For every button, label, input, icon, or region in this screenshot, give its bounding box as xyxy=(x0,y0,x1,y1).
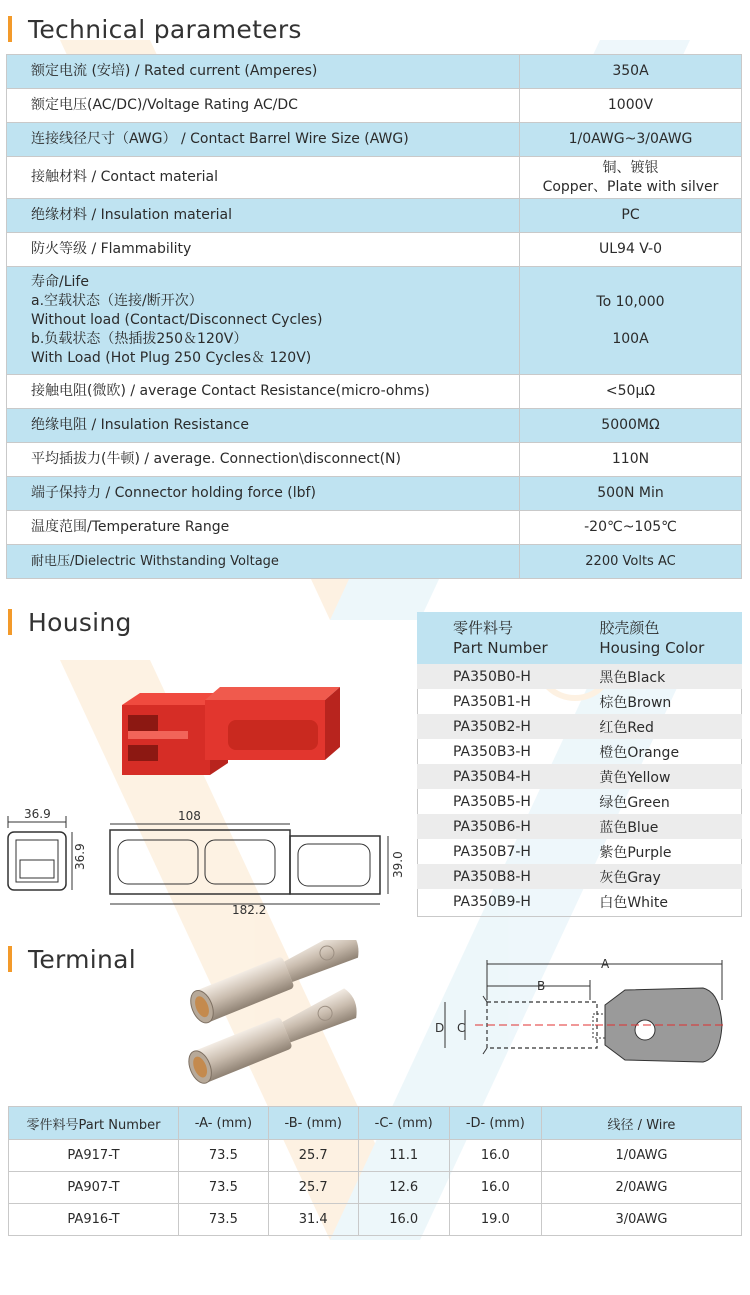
part-number: PA350B7-H xyxy=(453,843,531,860)
param-row xyxy=(7,123,742,157)
part-number-header xyxy=(417,612,591,664)
housing-color-header xyxy=(591,612,742,664)
param-value-line: 铜、镀银 xyxy=(602,159,659,176)
table-row xyxy=(9,1172,742,1204)
param-row xyxy=(7,55,742,89)
dim-front-height: 36.9 xyxy=(73,843,87,870)
dim-length: 108 xyxy=(178,809,201,823)
table-cell: 11.1 xyxy=(358,1140,449,1172)
dim-height: 39.0 xyxy=(391,851,405,878)
param-value xyxy=(520,157,742,199)
param-label: 绝缘材料 / Insulation material xyxy=(7,199,520,233)
housing-color: 白色White xyxy=(599,894,669,911)
dim-a-label: A xyxy=(601,957,610,971)
housing-color: 灰色Gray xyxy=(591,864,742,889)
dim-b-label: B xyxy=(537,979,546,993)
param-row xyxy=(7,409,742,443)
housing-row xyxy=(417,714,742,739)
param-label-line: With Load (Hot Plug 250 Cycles＆ 120V) xyxy=(31,350,312,366)
terminal-section-title: Terminal xyxy=(28,944,137,974)
terminal-product-image xyxy=(175,940,385,1085)
table-cell: 31.4 xyxy=(268,1204,358,1236)
table-cell: 73.5 xyxy=(179,1172,269,1204)
terminal-table-header xyxy=(9,1107,742,1140)
param-label: 绝缘电阻 / Insulation Resistance xyxy=(7,409,520,443)
param-row xyxy=(7,199,742,233)
param-value: 350A xyxy=(520,55,742,89)
param-label-line: Without load (Contact/Disconnect Cycles) xyxy=(31,312,323,328)
part-number: PA350B2-H xyxy=(417,714,591,739)
param-value-line: To 10,000 xyxy=(596,293,665,310)
table-cell: 25.7 xyxy=(268,1172,358,1204)
housing-color: 棕色Brown xyxy=(599,694,672,711)
param-label: 温度范围/Temperature Range xyxy=(7,511,520,545)
housing-product-image xyxy=(110,665,360,785)
param-value: 110N xyxy=(520,443,742,477)
part-number: PA350B8-H xyxy=(417,864,591,889)
param-value: 1000V xyxy=(520,89,742,123)
terminal-table xyxy=(8,1106,742,1236)
param-label: 连接线径尺寸（AWG） / Contact Barrel Wire Size (AWG) xyxy=(7,123,520,157)
param-row xyxy=(7,233,742,267)
part-number: PA350B4-H xyxy=(417,764,591,789)
housing-row xyxy=(417,789,742,814)
param-label-line: b.负载状态（热插拔250＆120V） xyxy=(31,331,248,347)
param-row xyxy=(7,511,742,545)
dim-total-length: 182.2 xyxy=(232,903,267,915)
housing-color-table xyxy=(417,612,742,914)
header-line: Housing Color xyxy=(599,639,705,657)
table-row xyxy=(9,1140,742,1172)
column-header: -D- (mm) xyxy=(449,1107,541,1140)
table-cell: PA916-T xyxy=(9,1204,179,1236)
housing-row xyxy=(417,864,742,889)
column-header: 线径 / Wire xyxy=(542,1107,742,1140)
param-value: -20℃~105℃ xyxy=(520,511,742,545)
param-value: 500N Min xyxy=(520,477,742,511)
param-value: <50μΩ xyxy=(520,375,742,409)
param-value: UL94 V-0 xyxy=(520,233,742,267)
column-header: 零件料号Part Number xyxy=(9,1107,179,1140)
param-value: 5000MΩ xyxy=(520,409,742,443)
table-cell: 16.0 xyxy=(449,1172,541,1204)
param-label-line: a.空载状态（连接/断开次） xyxy=(31,293,203,309)
param-row xyxy=(7,157,742,199)
accent-bar xyxy=(8,946,12,972)
table-cell: PA917-T xyxy=(9,1140,179,1172)
param-row xyxy=(7,545,742,579)
housing-color: 绿色Green xyxy=(599,794,670,811)
table-cell: 1/0AWG xyxy=(542,1140,742,1172)
param-label: 端子保持力 / Connector holding force (lbf) xyxy=(7,477,520,511)
housing-section-header xyxy=(8,605,132,639)
param-row xyxy=(7,89,742,123)
param-row xyxy=(7,443,742,477)
table-cell: 19.0 xyxy=(449,1204,541,1236)
technical-section-title: Technical parameters xyxy=(28,14,302,44)
accent-bar xyxy=(8,609,12,635)
housing-row xyxy=(417,689,742,714)
terminal-section-header xyxy=(8,942,136,976)
header-line: 胶壳颜色 xyxy=(599,619,660,637)
table-cell: PA907-T xyxy=(9,1172,179,1204)
dim-front-width: 36.9 xyxy=(24,807,51,821)
technical-parameters-table xyxy=(6,54,742,579)
housing-table-header xyxy=(417,612,742,664)
housing-section-title: Housing xyxy=(28,607,132,637)
param-label: 额定电流 (安培) / Rated current (Amperes) xyxy=(7,55,520,89)
housing-row xyxy=(417,839,742,864)
param-value xyxy=(520,267,742,375)
column-header: -A- (mm) xyxy=(179,1107,269,1140)
dim-d-label: D xyxy=(435,1021,445,1035)
housing-color: 紫色Purple xyxy=(599,844,672,861)
part-number: PA350B0-H xyxy=(417,664,591,689)
terminal-dimension-drawing xyxy=(425,950,735,1080)
param-label-line: 寿命/Life xyxy=(31,274,89,290)
param-value: 1/0AWG~3/0AWG xyxy=(520,123,742,157)
param-label: 平均插拔力(牛顿) / average. Connection\disconnect(N) xyxy=(7,443,520,477)
part-number: PA350B6-H xyxy=(417,814,591,839)
header-line: 零件料号 xyxy=(453,619,514,637)
housing-color: 黄色Yellow xyxy=(591,764,742,789)
param-value: 2200 Volts AC xyxy=(520,545,742,579)
param-label: 接触电阻(微欧) / average Contact Resistance(micro-ohms) xyxy=(7,375,520,409)
table-cell: 16.0 xyxy=(358,1204,449,1236)
param-value: PC xyxy=(520,199,742,233)
technical-section-header xyxy=(8,12,302,46)
param-label xyxy=(7,267,520,375)
column-header: -C- (mm) xyxy=(358,1107,449,1140)
param-label: 额定电压(AC/DC)/Voltage Rating AC/DC xyxy=(7,89,520,123)
param-value-line: Copper、Plate with silver xyxy=(542,178,719,195)
housing-dimension-drawing xyxy=(0,800,415,915)
housing-color: 蓝色Blue xyxy=(591,814,742,839)
housing-row xyxy=(417,664,742,689)
housing-row xyxy=(417,889,742,914)
housing-color: 黑色Black xyxy=(591,664,742,689)
header-line: Part Number xyxy=(453,639,548,657)
housing-row xyxy=(417,739,742,764)
part-number: PA350B9-H xyxy=(453,893,531,910)
accent-bar xyxy=(8,16,12,42)
param-row xyxy=(7,267,742,375)
param-label: 接触材料 / Contact material xyxy=(7,157,520,199)
table-cell: 2/0AWG xyxy=(542,1172,742,1204)
table-cell: 3/0AWG xyxy=(542,1204,742,1236)
housing-row xyxy=(417,764,742,789)
housing-color: 红色Red xyxy=(591,714,742,739)
part-number: PA350B5-H xyxy=(453,793,531,810)
column-header: -B- (mm) xyxy=(268,1107,358,1140)
table-cell: 73.5 xyxy=(179,1204,269,1236)
param-row xyxy=(7,375,742,409)
table-cell: 73.5 xyxy=(179,1140,269,1172)
param-label: 耐电压/Dielectric Withstanding Voltage xyxy=(7,545,520,579)
param-row xyxy=(7,477,742,511)
table-cell: 12.6 xyxy=(358,1172,449,1204)
part-number: PA350B3-H xyxy=(453,743,531,760)
table-row xyxy=(9,1204,742,1236)
param-label: 防火等级 / Flammability xyxy=(7,233,520,267)
part-number: PA350B1-H xyxy=(453,693,531,710)
housing-row xyxy=(417,814,742,839)
table-cell: 16.0 xyxy=(449,1140,541,1172)
dim-c-label: C xyxy=(457,1021,466,1035)
housing-color: 橙色Orange xyxy=(599,744,680,761)
param-value-line: 100A xyxy=(612,330,649,347)
table-cell: 25.7 xyxy=(268,1140,358,1172)
